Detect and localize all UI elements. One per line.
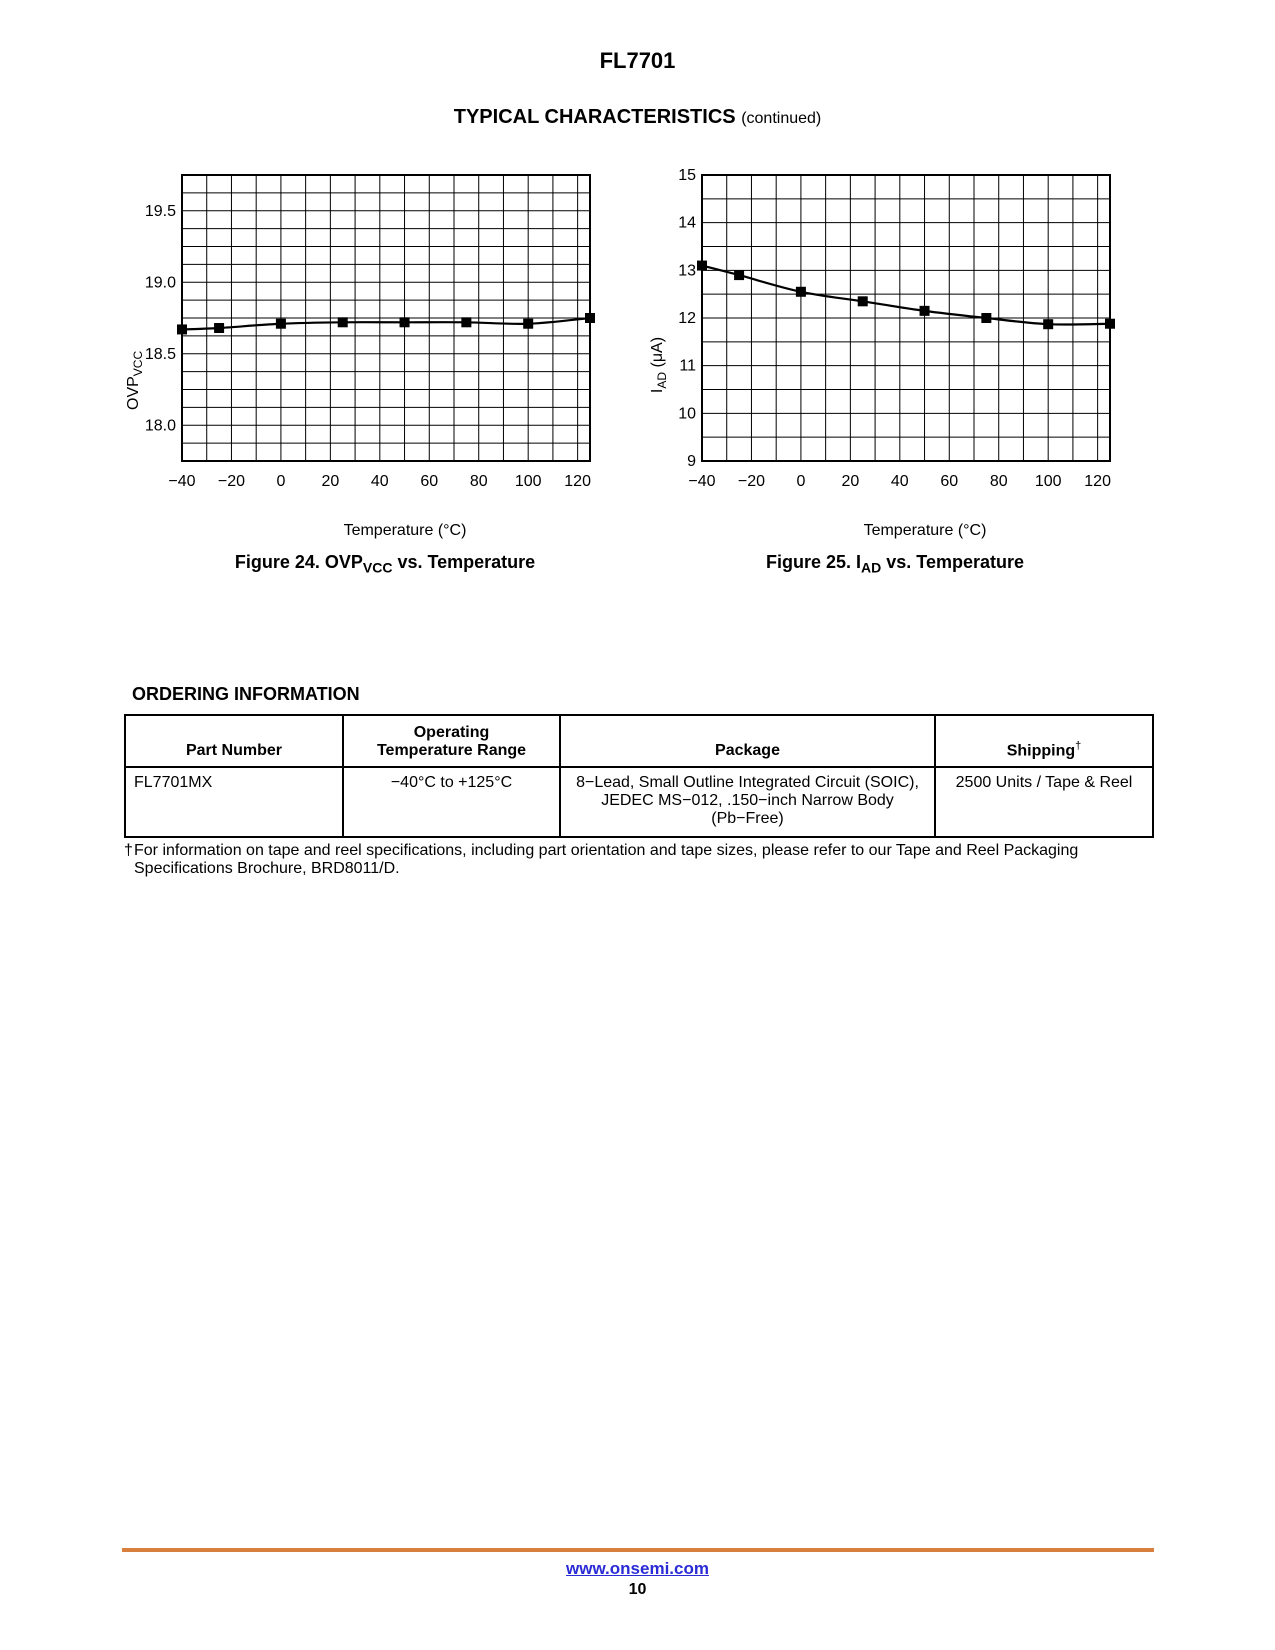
- figure-24-caption: Figure 24. $OVP_{VCC}$ vs. Temperature: [234, 552, 536, 576]
- x-tick-label: 120: [564, 473, 591, 490]
- footer-divider: [122, 1548, 1154, 1552]
- chart-grid: [702, 175, 1110, 461]
- data-point-marker: [981, 313, 991, 323]
- section-title: TYPICAL CHARACTERISTICS: [453, 106, 736, 128]
- data-point-marker: [461, 317, 471, 327]
- y-tick-label: 15: [678, 167, 696, 184]
- chart-grid: [182, 175, 590, 461]
- data-point-marker: [400, 317, 410, 327]
- header-shipping: Shipping†: [935, 715, 1153, 767]
- section-heading: [0, 106, 1275, 129]
- data-point-marker: [734, 270, 744, 280]
- y-tick-labels: [678, 167, 696, 470]
- figure-25-caption: Figure 25. $I_{AD}$ vs. Temperature: [766, 552, 1024, 576]
- data-point-marker: [1105, 319, 1115, 329]
- data-point-marker: [214, 323, 224, 333]
- data-point-marker: [858, 296, 868, 306]
- x-tick-label: 40: [370, 473, 389, 490]
- x-axis-label: Temperature (°C): [343, 522, 467, 539]
- table-row: [125, 767, 1153, 837]
- x-tick-label: −40: [688, 473, 716, 490]
- data-point-marker: [796, 287, 806, 297]
- y-tick-label: 19.0: [144, 274, 176, 292]
- y-tick-label: 11: [679, 357, 696, 375]
- x-tick-label: 120: [1084, 473, 1111, 490]
- cell-shipping: 2500 Units / Tape & Reel: [935, 767, 1153, 837]
- y-tick-labels: [145, 203, 176, 435]
- footnote-text-line2: Specifications Brochure, BRD8011/D.: [134, 860, 400, 877]
- x-tick-label: −20: [737, 473, 766, 490]
- data-point-marker: [523, 319, 533, 329]
- table-header-row: [125, 715, 1153, 767]
- series-line: [702, 266, 1110, 325]
- ordering-information-title: ORDERING INFORMATION: [132, 684, 360, 704]
- chart-ovpvcc: [120, 165, 630, 540]
- x-tick-label: 100: [514, 473, 542, 490]
- footnote-mark: †: [124, 842, 133, 859]
- data-point-marker: [920, 306, 930, 316]
- cell-temperature-range: −40°C to +125°C: [343, 767, 560, 837]
- y-tick-label: 18.5: [144, 345, 176, 363]
- y-tick-label: 18.0: [144, 417, 176, 435]
- header-package: Package: [560, 715, 935, 767]
- data-point-marker: [276, 319, 286, 329]
- page-number: 10: [628, 1581, 647, 1598]
- section-subtitle: (continued): [741, 110, 822, 127]
- footer-website-link[interactable]: www.onsemi.com: [566, 1559, 709, 1578]
- data-point-marker: [338, 317, 348, 327]
- y-tick-label: 13: [678, 262, 696, 280]
- x-tick-label: 60: [940, 473, 959, 490]
- x-tick-label: 40: [890, 473, 909, 490]
- chart-iad: [640, 165, 1150, 540]
- header-part-number: Part Number: [125, 715, 343, 767]
- x-tick-label: −40: [168, 473, 196, 490]
- footnote-text-line1: For information on tape and reel specifications, including part orientation and tape sizes, please refer to our Tape and Reel Packaging: [134, 842, 1079, 859]
- y-tick-label: 19.5: [144, 202, 176, 220]
- x-tick-label: 60: [420, 473, 439, 490]
- y-tick-label: 14: [678, 214, 696, 232]
- data-point-marker: [177, 324, 187, 334]
- ordering-table: [124, 714, 1154, 838]
- x-tick-label: 80: [989, 473, 1008, 490]
- x-tick-label: 0: [276, 473, 286, 490]
- document-title: FL7701: [599, 48, 676, 73]
- shipping-footnote: [124, 842, 1154, 878]
- x-tick-label: 100: [1034, 473, 1062, 490]
- y-tick-label: 10: [678, 405, 696, 423]
- chart-series: [697, 261, 1115, 330]
- x-axis-label: Temperature (°C): [863, 522, 987, 539]
- header-temperature-range: Operating Temperature Range: [343, 715, 560, 767]
- data-point-marker: [1043, 319, 1053, 329]
- cell-package: 8−Lead, Small Outline Integrated Circuit (SOIC), JEDEC MS−012, .150−inch Narrow Body (Pb−Free): [560, 767, 935, 837]
- chart-series: [177, 313, 595, 334]
- x-tick-labels: [168, 473, 591, 490]
- x-tick-label: 20: [841, 473, 860, 490]
- x-tick-label: 80: [469, 473, 488, 490]
- y-axis-label: $I_{AD}$ (μA): [649, 336, 669, 394]
- x-tick-label: 0: [796, 473, 806, 490]
- x-tick-label: −20: [217, 473, 246, 490]
- x-tick-labels: [688, 473, 1111, 490]
- cell-part-number: FL7701MX: [125, 767, 343, 837]
- y-tick-label: 9: [687, 453, 696, 470]
- data-point-marker: [697, 261, 707, 271]
- x-tick-label: 20: [321, 473, 340, 490]
- data-point-marker: [585, 313, 595, 323]
- y-tick-label: 12: [678, 310, 696, 327]
- y-axis-label: $OVP_{VCC}$: [125, 350, 145, 410]
